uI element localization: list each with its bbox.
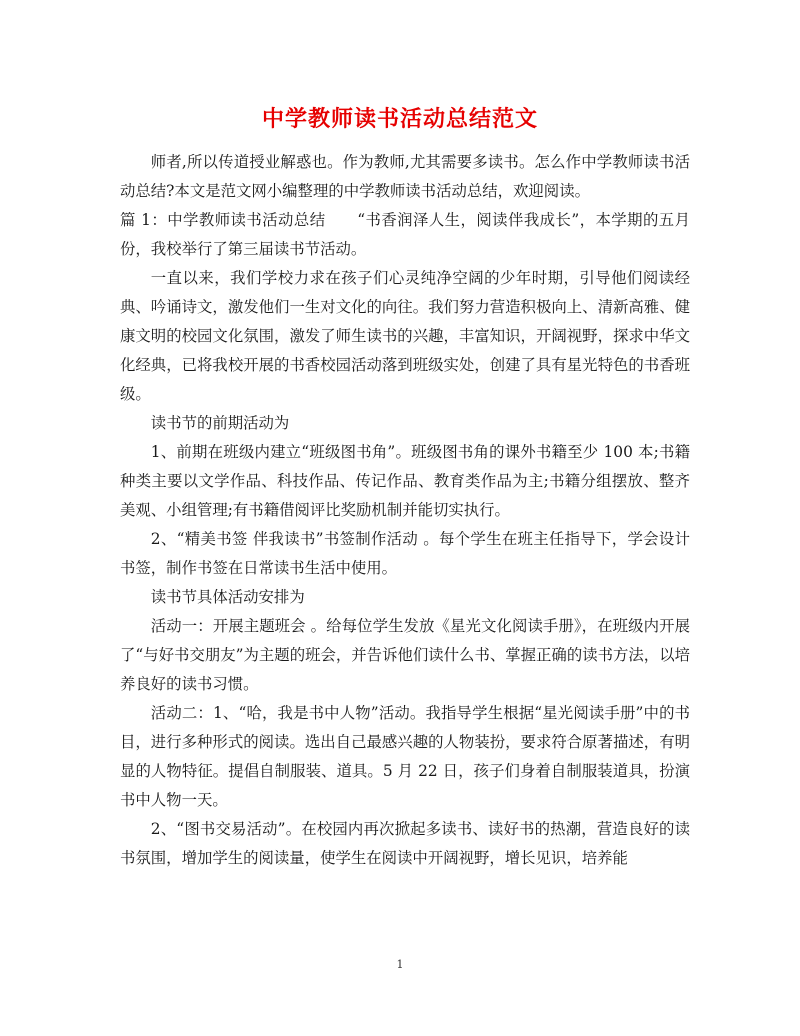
paragraph-activity-two: 活动二：1、“哈，我是书中人物”活动。我指导学生根据“星光阅读手册”中的书目，进行多种形式的阅读。选出自己最感兴趣的人物装扮，要求符合原著描述，有明显的人物特征。提倡自制服装、道具。5 月 22 日，孩子们身着自制服装道具，扮演书中人物一天。 — [120, 704, 690, 809]
paragraph-activity-one: 活动一：开展主题班会 。给每位学生发放《星光文化阅读手册》，在班级内开展了“与好书交朋友”为主题的班会，并告诉他们读什么书、掌握正确的读书方法，以培养良好的读书习惯。 — [120, 617, 690, 693]
paragraph-chapter-1: 篇 1：中学教师读书活动总结 “书香润泽人生，阅读伴我成长”，本学期的五月份，我校举行了第三届读书节活动。 — [120, 211, 690, 258]
paragraph-background: 一直以来，我们学校力求在孩子们心灵纯净空阔的少年时期，引导他们阅读经典、吟诵诗文，激发他们一生对文化的向往。我们努力营造积极向上、清新高雅、健康文明的校园文化氛围，激发了师生读书的兴趣，丰富知识，开阔视野，探求中华文化经典，已将我校开展的书香校园活动落到班级实处，创建了具有星光特色的书香班级。 — [120, 269, 690, 403]
document-body — [120, 148, 690, 873]
page-number: 1 — [396, 958, 404, 971]
paragraph-item-bookmark: 2、“精美书签 伴我读书”书签制作活动 。每个学生在班主任指导下，学会设计书签，制作书签在日常读书生活中使用。 — [120, 530, 690, 577]
paragraph-heading-schedule: 读书节具体活动安排为 — [150, 588, 305, 606]
paragraph-book-trade: 2、“图书交易活动”。在校园内再次掀起多读书、读好书的热潮，营造良好的读书氛围，增加学生的阅读量，使学生在阅读中开阔视野，增长见识，培养能 — [120, 820, 690, 867]
paragraph-intro: 师者,所以传道授业解惑也。作为教师,尤其需要多读书。怎么作中学教师读书活动总结?本文是范文网小编整理的中学教师读书活动总结，欢迎阅读。 — [120, 153, 690, 200]
paragraph-item-book-corner: 1、前期在班级内建立“班级图书角”。班级图书角的课外书籍至少 100 本;书籍种类主要以文学作品、科技作品、传记作品、教育类作品为主;书籍分组摆放、整齐美观、小组管理;有书籍借阅评比奖励机制并能切实执行。 — [120, 443, 690, 519]
paragraph-heading-early-activities: 读书节的前期活动为 — [150, 414, 290, 432]
document-title: 中学教师读书活动总结范文 — [261, 106, 538, 132]
